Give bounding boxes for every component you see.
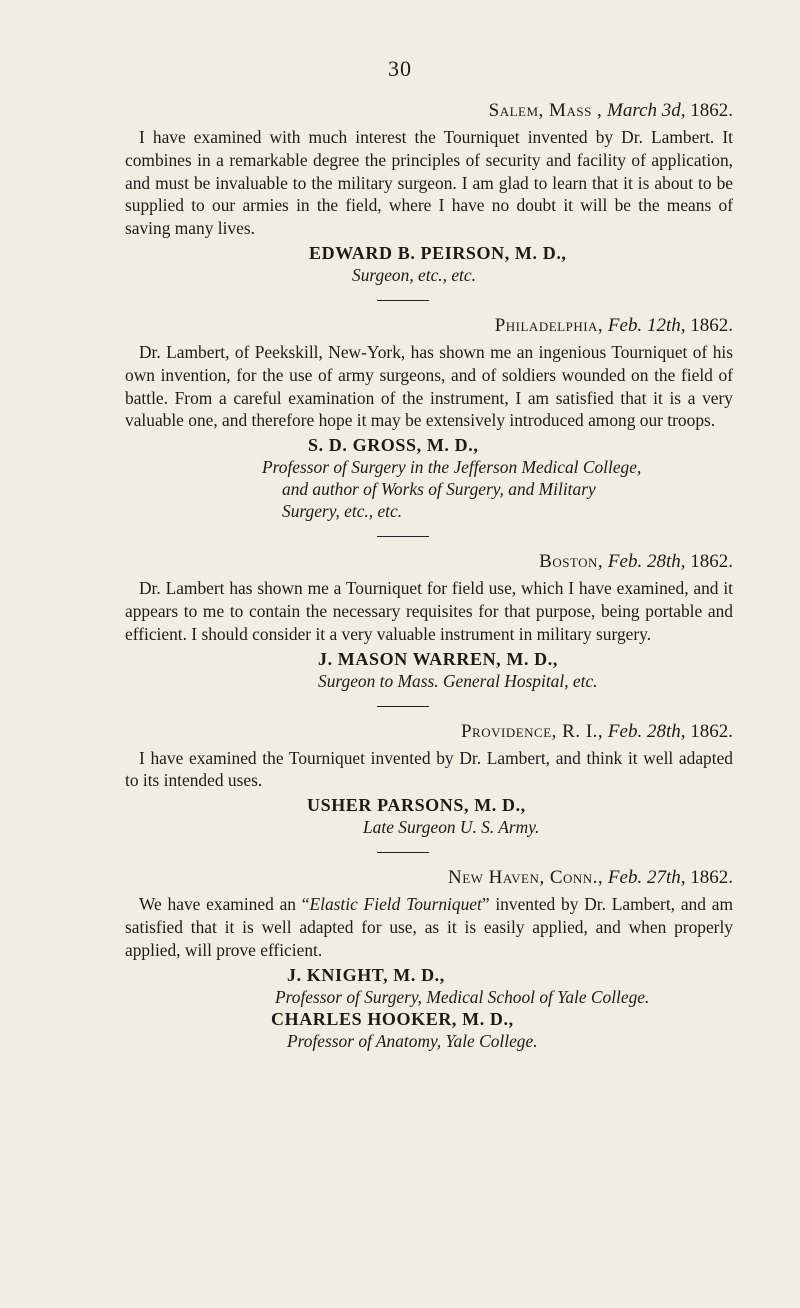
signatory-name: USHER PARSONS, M. D., — [307, 795, 526, 816]
dateline-place: Boston, — [539, 551, 604, 573]
dateline-place: Philadelphia, — [494, 314, 604, 336]
dateline-year: 1862. — [690, 100, 733, 121]
signature — [125, 242, 733, 286]
signature — [125, 794, 733, 838]
testimonial-body — [125, 893, 733, 961]
second-signatory-title: Professor of Anatomy, Yale College. — [287, 1030, 538, 1051]
page-number: 30 — [388, 56, 412, 81]
dateline-year: 1862. — [690, 551, 733, 573]
dateline-date: Feb. 28th, — [607, 551, 686, 573]
signatory-title-line-2: and author of Works of Surgery, and Military — [282, 479, 596, 500]
signatory-name: EDWARD B. PEIRSON, M. D., — [309, 242, 567, 263]
dateline-date: Feb. 27th, — [607, 867, 686, 889]
signatory-title: Professor of Surgery, Medical School of Yale College. — [275, 986, 650, 1007]
signatory-title: Surgeon to Mass. General Hospital, etc. — [318, 670, 598, 691]
signatory-name: S. D. GROSS, M. D., — [308, 435, 479, 456]
testimonials — [125, 100, 733, 1052]
signatory-title: Professor of Surgery in the Jefferson Medical College, — [262, 457, 642, 478]
second-signatory-name: CHARLES HOOKER, M. D., — [271, 1008, 514, 1029]
dateline-date: Feb. 28th, — [607, 720, 686, 742]
testimonial-providence — [125, 721, 733, 839]
divider — [377, 706, 429, 707]
signatory-title: Late Surgeon U. S. Army. — [363, 817, 540, 838]
signatory-title: Surgeon, etc., etc. — [352, 264, 476, 285]
dateline-date: March 3d, — [607, 100, 686, 121]
body-text-end: ” invented by Dr. Lambert, and am satisfied that it is well adapted for use, as it is easily applied, and when properly applied, will prove efficient. — [125, 894, 733, 960]
testimonial-new-haven — [125, 867, 733, 1051]
body-text-start: We have examined an “ — [139, 894, 310, 915]
divider — [377, 300, 429, 301]
testimonial-body: Dr. Lambert has shown me a Tourniquet for field use, which I have examined, and it appears to me to contain the necessary requisites for that purpose, being portable and efficient. I should consider it a very valuable instrument in military surgery. — [125, 578, 733, 644]
divider — [377, 852, 429, 853]
signatory-title-line-3: Surgery, etc., etc. — [282, 501, 403, 522]
testimonial-body: Dr. Lambert, of Peekskill, New-York, has shown me an ingenious Tourniquet of his own invention, for the use of army surgeons, and of soldiers wounded on the field of battle. From a careful examination of the instrument, I am satisfied that it is a very valuable one, and therefore hope it may be extensively introduced among our troops. — [125, 341, 733, 431]
testimonial-boston — [125, 551, 733, 691]
dateline-place: New Haven, Conn., — [448, 867, 604, 889]
dateline — [125, 867, 733, 889]
dateline — [125, 551, 733, 573]
dateline — [125, 315, 733, 337]
signature — [125, 964, 733, 1052]
signatory-name: J. MASON WARREN, M. D., — [318, 648, 558, 669]
testimonial-salem — [125, 100, 733, 286]
testimonial-body: I have examined the Tourniquet invented by Dr. Lambert, and think it well adapted to its intended uses. — [125, 747, 733, 791]
dateline — [125, 721, 733, 743]
testimonial-body: I have examined with much interest the Tourniquet invented by Dr. Lambert. It combines in a remarkable degree the principles of security and facility of application, and must be invaluable to the military surgeon. I am glad to learn that it is about to be supplied to our armies in the field, where I have no doubt it will be the means of saving many lives. — [125, 127, 733, 239]
dateline-year: 1862. — [690, 720, 733, 742]
dateline-date: Feb. 12th, — [607, 314, 686, 336]
dateline-year: 1862. — [690, 867, 733, 889]
dateline-year: 1862. — [690, 314, 733, 336]
signature — [125, 648, 733, 692]
dateline — [125, 100, 733, 122]
dateline-place: Providence, R. I., — [460, 720, 604, 742]
divider — [377, 536, 429, 537]
signature — [125, 434, 733, 522]
dateline-place: Salem, Mass , — [488, 100, 603, 121]
signatory-name: J. KNIGHT, M. D., — [287, 964, 445, 985]
testimonial-philadelphia — [125, 315, 733, 522]
body-text-emphasis: Elastic Field Tourniquet — [309, 894, 482, 915]
